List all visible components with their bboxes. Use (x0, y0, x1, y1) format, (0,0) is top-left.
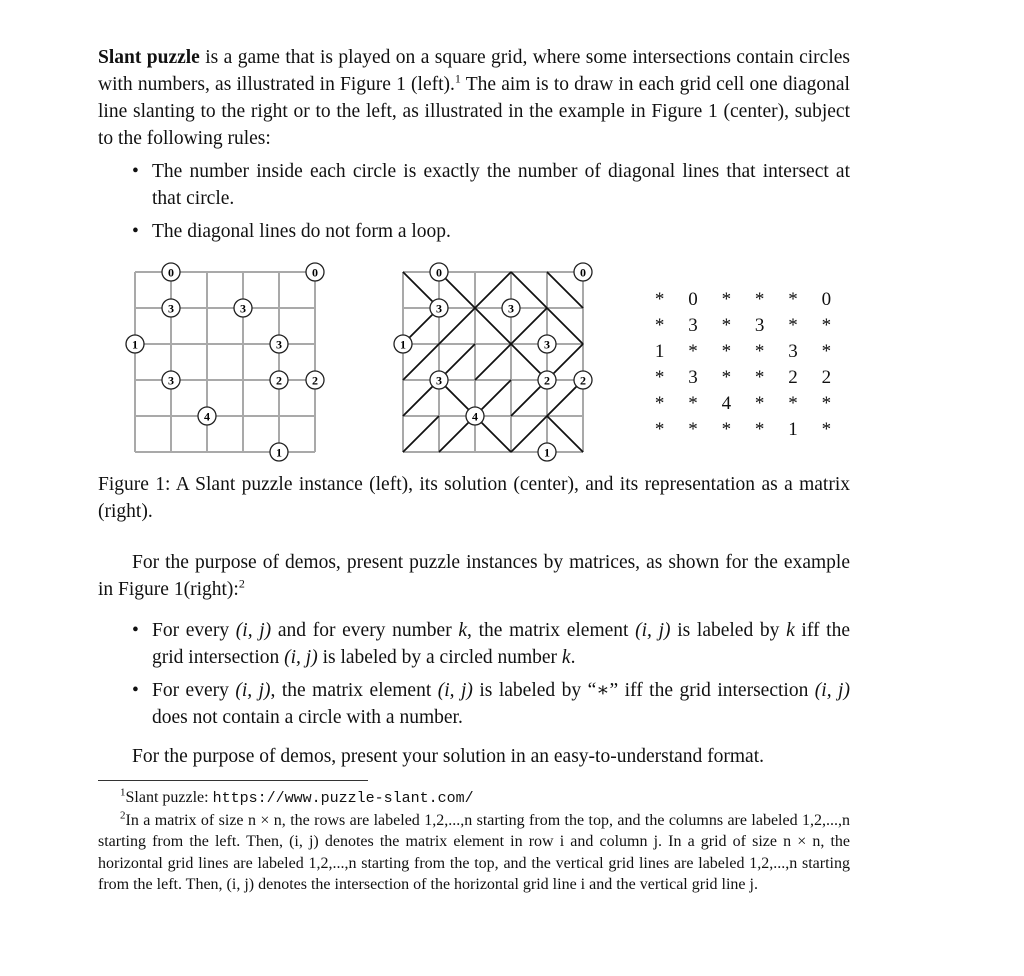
rules-list (98, 158, 850, 245)
rule-item: • The diagonal lines do not form a loop. (152, 218, 850, 245)
matrix-cell: 1 (654, 341, 665, 362)
footnote-1: $^1$Slant puzzle: https://www.puzzle-slant.com/ (120, 786, 474, 807)
matrix-cell: * (721, 367, 732, 388)
clue-number: 0 (312, 265, 318, 280)
demo-item: • For every (i, j), the matrix element (i, j) is labeled by “∗” iff the grid intersection (i, j) does not contain a circle with a number. (152, 677, 850, 731)
matrix-row (643, 417, 843, 443)
matrix-cell: * (654, 419, 665, 440)
matrix-row (643, 313, 843, 339)
matrix-row (643, 391, 843, 417)
matrix-cell: * (821, 315, 832, 336)
clue-number: 3 (168, 373, 174, 388)
matrix-cell: * (721, 315, 732, 336)
matrix-cell: 3 (688, 367, 698, 388)
matrix-cell: * (688, 419, 698, 440)
footnote-2: $^2$In a matrix of size n × n, the rows are labeled 1,2,...,n starting from the top, and the columns are labeled 1,2,...,n starting from the left. Then, (i, j) denotes the matrix element in row i and column j. In a grid of size n × n, the horizontal grid lines are labeled 1,2,...,n starting from the top, and the vertical grid lines are labeled 1,2,...,n starting from the left. Then, (i, j) denotes the intersection of the horizontal grid line i and the vertical grid line j. (98, 809, 850, 893)
matrix-cell: * (754, 341, 765, 362)
matrix-cell: 1 (788, 419, 798, 440)
rule-item: • The number inside each circle is exactly the number of diagonal lines that intersect at that circle. (152, 158, 850, 212)
clue-number: 2 (544, 373, 550, 388)
demo-paragraph (98, 549, 850, 603)
matrix-cell: * (654, 367, 665, 388)
matrix-cell: * (721, 419, 732, 440)
matrix-cell: 3 (754, 315, 765, 336)
clue-number: 3 (276, 337, 282, 352)
clue-number: 2 (312, 373, 318, 388)
demo-item: • For every (i, j) and for every number k, the matrix element (i, j) is labeled by k iff the grid intersection (i, j) is labeled by a circled number k. (152, 617, 850, 671)
matrix-cell: * (654, 289, 665, 310)
clue-number: 1 (276, 445, 282, 460)
intro-paragraph (98, 44, 850, 152)
puzzle-solution-figure (388, 257, 598, 467)
matrix-cell: * (654, 315, 665, 336)
footnote-rule (98, 780, 368, 781)
puzzle-matrix (643, 287, 843, 443)
matrix-cell: * (821, 341, 832, 362)
matrix-cell: * (721, 289, 732, 310)
matrix-cell: 3 (688, 315, 698, 336)
clue-number: 2 (276, 373, 282, 388)
figure-caption: Figure 1: A Slant puzzle instance (left), its solution (center), and its representation as a matrix (right). (98, 474, 850, 522)
term-slant-puzzle: Slant puzzle (98, 47, 200, 68)
matrix-cell: * (754, 419, 765, 440)
clue-number: 3 (508, 301, 514, 316)
intro-text-1: is a game that is played on a square grid, where some intersections contain circles with numbers, as illustrated in Figure 1 (left). (98, 47, 850, 95)
matrix-cell: * (721, 341, 732, 362)
clue-number: 3 (436, 301, 442, 316)
matrix-cell: * (688, 341, 698, 362)
matrix-cell: * (788, 315, 798, 336)
closing-paragraph: For the purpose of demos, present your solution in an easy-to-understand format. (132, 746, 764, 767)
clue-number: 4 (472, 409, 478, 424)
matrix-cell: 0 (821, 289, 832, 310)
matrix-cell: * (821, 419, 832, 440)
matrix-cell: * (754, 367, 765, 388)
puzzle-instance-figure (120, 257, 330, 467)
clue-number: 3 (436, 373, 442, 388)
solution-diagonal (403, 416, 439, 452)
matrix-row (643, 287, 843, 313)
clue-number: 1 (544, 445, 550, 460)
matrix-cell: 0 (688, 289, 698, 310)
figure-1 (98, 257, 850, 467)
clue-number: 0 (580, 265, 586, 280)
solution-diagonal (475, 344, 511, 380)
paper-page (98, 44, 850, 896)
clue-number: 0 (168, 265, 174, 280)
matrix-cell: 2 (788, 367, 798, 388)
clue-number: 2 (580, 373, 586, 388)
clue-number: 1 (400, 337, 406, 352)
matrix-row (643, 365, 843, 391)
footnote-mark-1: 1 (454, 71, 461, 86)
matrix-cell: * (654, 393, 665, 414)
demo-list (98, 617, 850, 731)
matrix-cell: 2 (821, 367, 832, 388)
matrix-cell: 3 (788, 341, 798, 362)
clue-number: 4 (204, 409, 210, 424)
clue-number: 3 (168, 301, 174, 316)
matrix-cell: * (754, 393, 765, 414)
matrix-cell: * (788, 393, 798, 414)
clue-number: 0 (436, 265, 442, 280)
clue-number: 3 (240, 301, 246, 316)
demo-intro-text: For the purpose of demos, present puzzle instances by matrices, as shown for the example in Figure 1(right): (98, 552, 850, 600)
footnote-url[interactable]: https://www.puzzle-slant.com/ (212, 790, 474, 807)
matrix-cell: * (688, 393, 698, 414)
clue-number: 1 (132, 337, 138, 352)
matrix-cell: * (788, 289, 798, 310)
matrix-cell: * (821, 393, 832, 414)
matrix-cell: * (754, 289, 765, 310)
clue-number: 3 (544, 337, 550, 352)
matrix-cell: 4 (721, 393, 732, 414)
matrix-row (643, 339, 843, 365)
footnote-mark-2: 2 (238, 576, 245, 591)
intro-text-2: The aim is to draw in each grid cell one diagonal line slanting to the right or to the left, as illustrated in the example in Figure 1 (center), subject to the following rules: (98, 74, 850, 149)
